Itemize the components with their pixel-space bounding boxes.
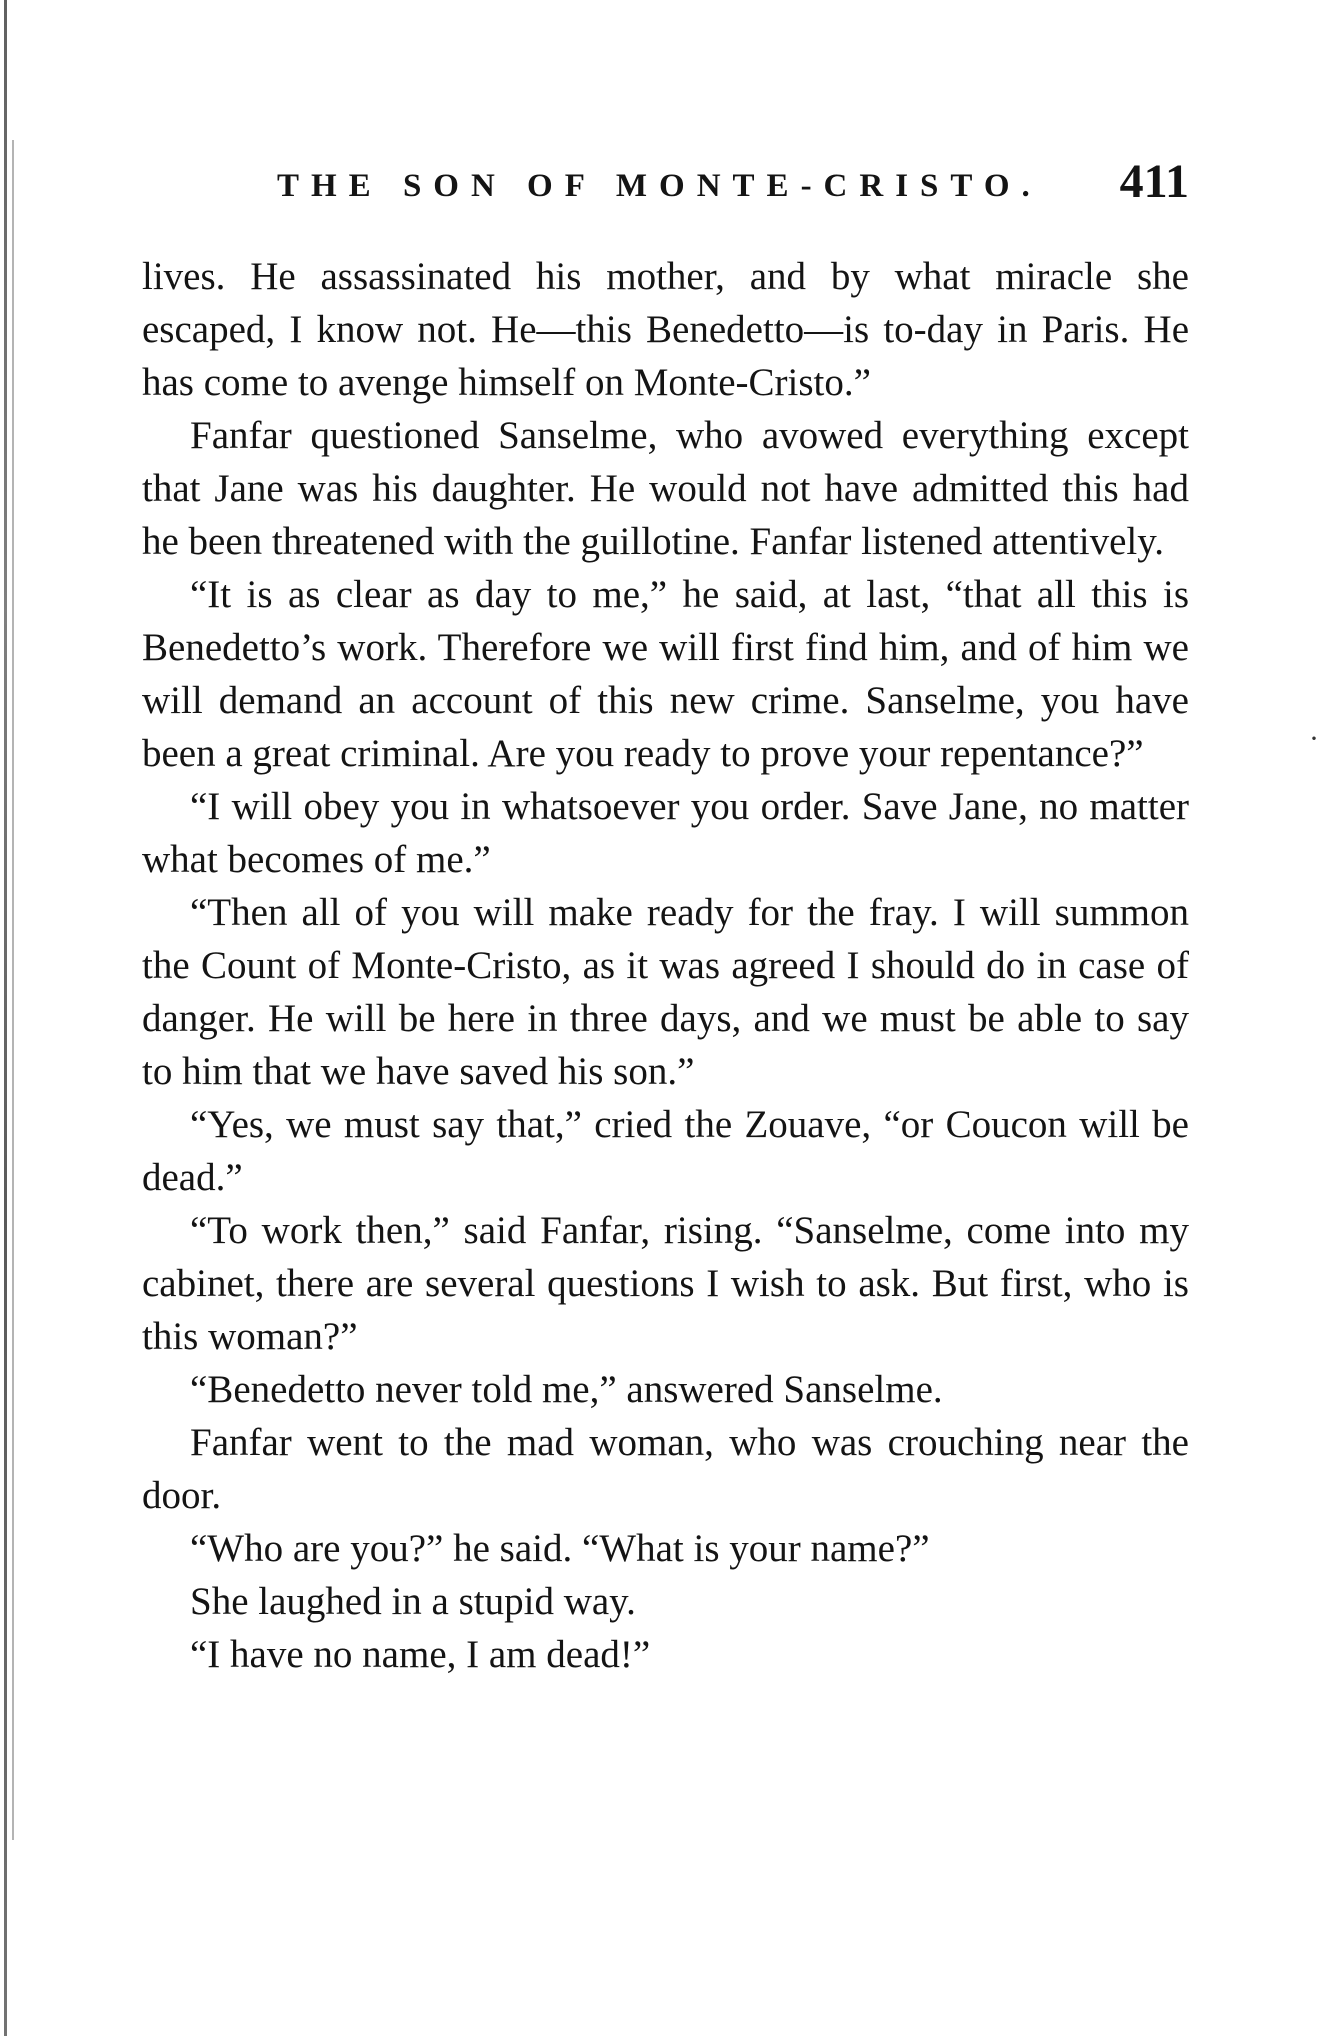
- page-number: 411: [1119, 155, 1189, 208]
- running-head: [142, 150, 1189, 220]
- running-title: THE SON OF MONTE-CRISTO.: [277, 168, 1042, 204]
- paragraph: Fanfar questioned Sanselme, who avowed everything except that Jane was his daughter. He would not have admitted this had he been threatened with the guillotine. Fanfar listened attentively.: [142, 414, 1189, 563]
- paragraph: Fanfar went to the mad woman, who was crouching near the door.: [142, 1421, 1189, 1517]
- paragraph: “Then all of you will make ready for the fray. I will summon the Count of Monte-Cristo, as it was agreed I should do in case of danger. He will be here in three days, and we must be able to say to him that we have saved his son.”: [142, 891, 1189, 1093]
- paragraph: “It is as clear as day to me,” he said, at last, “that all this is Benedetto’s work. Therefore we will first find him, and of him we will demand an account of this new crime. Sanselme, you have been a great criminal. Are you ready to prove your repentance?”: [142, 573, 1189, 775]
- body-text: [142, 250, 1189, 1681]
- paragraph: She laughed in a stupid way.: [190, 1580, 636, 1623]
- paragraph: “Benedetto never told me,” answered Sanselme.: [190, 1368, 943, 1411]
- paragraph: “Who are you?” he said. “What is your name?”: [190, 1527, 930, 1570]
- paragraph: lives. He assassinated his mother, and by what miracle she escaped, I know not. He—this Benedetto—is to-day in Paris. He has come to avenge himself on Monte-Cristo.”: [142, 255, 1189, 404]
- binding-edge: [4, 0, 7, 2036]
- paragraph: “Yes, we must say that,” cried the Zouave, “or Coucon will be dead.”: [142, 1103, 1189, 1199]
- binding-shadow: [12, 140, 14, 1840]
- paragraph: “I have no name, I am dead!”: [190, 1633, 651, 1676]
- paragraph: “I will obey you in whatsoever you order. Save Jane, no matter what becomes of me.”: [142, 785, 1189, 881]
- book-page: [142, 150, 1189, 1681]
- stray-mark: ·: [1309, 722, 1319, 755]
- paragraph: “To work then,” said Fanfar, rising. “Sanselme, come into my cabinet, there are several questions I wish to ask. But first, who is this woman?”: [142, 1209, 1189, 1358]
